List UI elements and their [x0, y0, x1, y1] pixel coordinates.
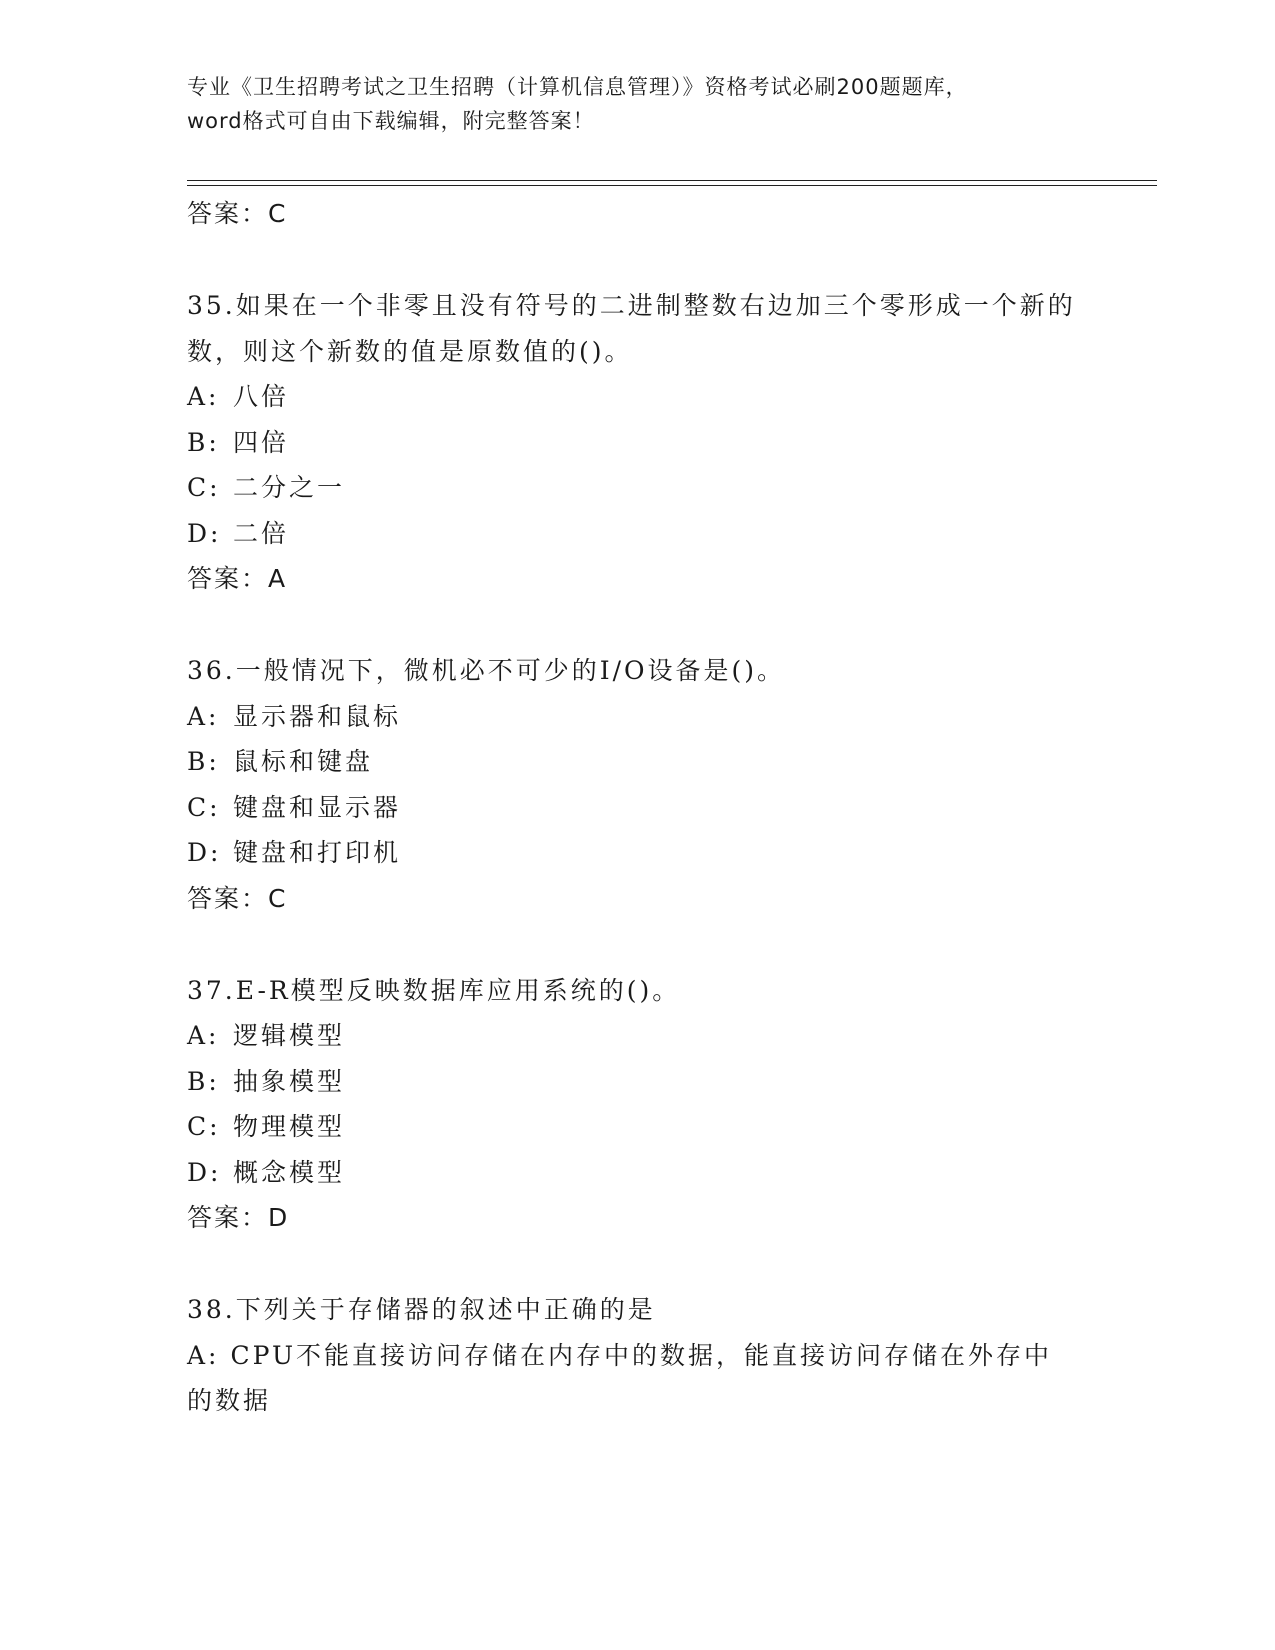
option-d: D: 二倍	[187, 518, 290, 548]
question-text: 38.下列关于存储器的叙述中正确的是	[187, 1295, 656, 1324]
option-b: B: 抽象模型	[187, 1066, 346, 1096]
option-a: A: CPU不能直接访问存储在内存中的数据，能直接访问存储在外存中的数据	[187, 1340, 1053, 1415]
option-c: C: 物理模型	[187, 1112, 346, 1141]
option-c: C: 二分之一	[187, 473, 346, 502]
answer-line: 答案：C	[187, 883, 288, 913]
option-d: D: 键盘和打印机	[187, 838, 402, 867]
header-rule-bottom	[187, 185, 1157, 186]
question-block	[187, 968, 1087, 1242]
header-line-1: 专业《卫生招聘考试之卫生招聘（计算机信息管理）》资格考试必刷200题题库，	[187, 75, 968, 99]
answer-value: C	[268, 883, 288, 913]
answer-line: 答案：C	[187, 199, 288, 228]
answer-value: D	[268, 1203, 290, 1232]
option-a: A: 八倍	[187, 382, 290, 411]
option-a: A: 显示器和鼠标	[187, 701, 402, 731]
question-block	[187, 1287, 1087, 1424]
option-d: D: 概念模型	[187, 1157, 346, 1187]
question-block	[187, 648, 1087, 922]
answer-line: 答案：A	[187, 564, 288, 593]
header-rule-top	[187, 180, 1157, 181]
question-text: 36.一般情况下，微机必不可少的I/O设备是()。	[187, 656, 786, 685]
header-line-2: word格式可自由下载编辑，附完整答案！	[187, 109, 595, 133]
answer-value: A	[268, 564, 288, 593]
answer-value: C	[268, 199, 288, 228]
option-b: B: 四倍	[187, 427, 290, 457]
question-text: 37.E-R模型反映数据库应用系统的()。	[187, 975, 681, 1005]
option-a: A: 逻辑模型	[187, 1021, 346, 1050]
option-c: C: 键盘和显示器	[187, 792, 402, 822]
document-header	[187, 70, 1087, 138]
question-text: 35.如果在一个非零且没有符号的二进制整数右边加三个零形成一个新的数，则这个新数的值是原数值的()。	[187, 291, 1076, 366]
question-list	[187, 191, 1087, 1424]
option-b: B: 鼠标和键盘	[187, 747, 374, 776]
answer-line: 答案：D	[187, 1203, 290, 1232]
question-block	[187, 283, 1087, 602]
